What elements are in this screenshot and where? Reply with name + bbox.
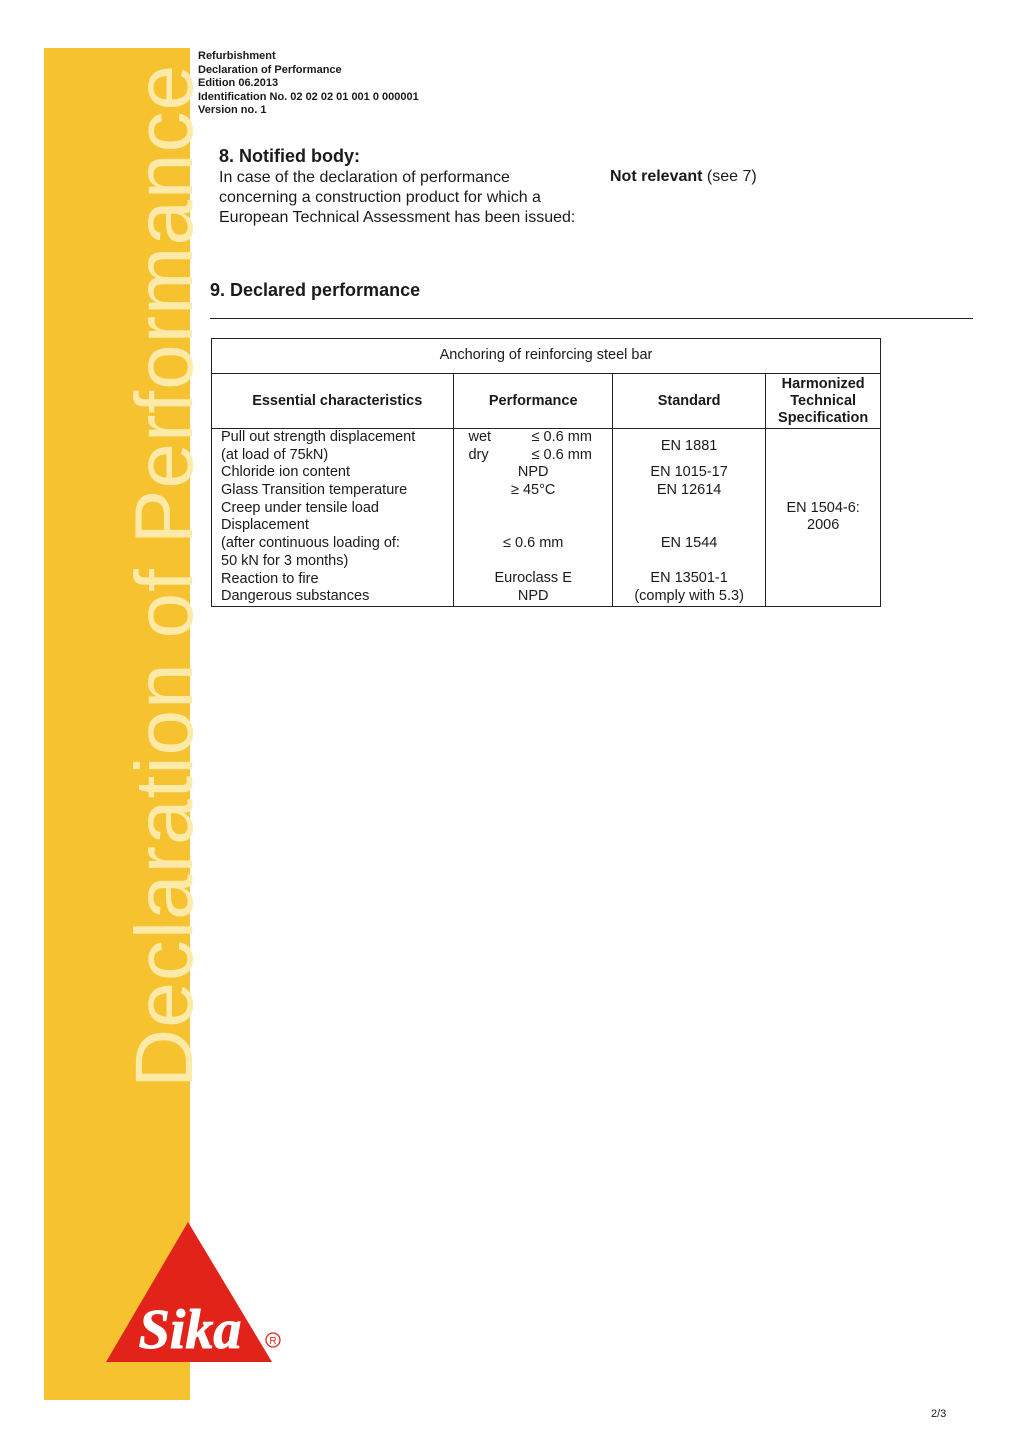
header-line: Identification No. 02 02 02 01 001 0 000001 xyxy=(198,90,419,103)
glass-performance: ≥ 45°C xyxy=(510,482,556,499)
characteristic-item: Dangerous substances xyxy=(221,588,370,605)
table-caption-row xyxy=(212,339,881,374)
pullout-standard: EN 1881 xyxy=(660,438,718,454)
chloride-standard: EN 1015-17 xyxy=(650,464,728,480)
characteristics-cell xyxy=(212,429,454,607)
logo-wordmark: Sika xyxy=(138,1299,242,1361)
section-8-text: In case of the declaration of performance concerning a construction product for which a European Technical Assessment has been issued: xyxy=(219,169,576,226)
spacer xyxy=(454,500,611,518)
dry-label: dry xyxy=(468,446,489,463)
registered-mark-letter: R xyxy=(269,1336,277,1347)
section-divider xyxy=(210,318,973,319)
dangerous-performance: NPD xyxy=(517,588,549,605)
table-caption: Anchoring of reinforcing steel bar xyxy=(212,339,881,374)
header-line: Declaration of Performance xyxy=(198,63,342,76)
characteristic-item: Creep under tensile load xyxy=(221,499,379,516)
hts-cell xyxy=(766,429,881,607)
characteristic-item: Chloride ion content xyxy=(221,464,350,481)
sidebar-vertical-title: Declaration of Performance xyxy=(119,63,210,1088)
performance-table xyxy=(211,338,881,607)
characteristic-item: Displacement xyxy=(221,517,309,534)
creep-standard: EN 1544 xyxy=(660,535,718,552)
dry-performance xyxy=(454,447,611,465)
page-number: 2/3 xyxy=(931,1408,947,1420)
header-standard: Standard xyxy=(612,374,765,429)
characteristic-item: (at load of 75kN) xyxy=(221,446,329,463)
chloride-performance: NPD xyxy=(517,464,549,481)
section-9-title: 9. Declared performance xyxy=(210,280,421,300)
section-8-title: 8. Notified body: xyxy=(219,146,360,166)
spacer xyxy=(613,499,765,517)
table-body-row xyxy=(212,429,881,607)
dangerous-standard: (comply with 5.3) xyxy=(634,587,744,604)
glass-standard: EN 12614 xyxy=(656,481,722,498)
header-essential-characteristics: Essential characteristics xyxy=(212,374,454,429)
wet-label: wet xyxy=(468,429,492,445)
characteristic-item: Pull out strength displacement xyxy=(221,429,416,445)
section-8-value-bold: Not relevant xyxy=(610,168,703,185)
creep-performance: ≤ 0.6 mm xyxy=(503,535,564,552)
characteristic-item: Reaction to fire xyxy=(221,570,319,587)
section-8-value xyxy=(610,168,757,186)
wet-value: ≤ 0.6 mm xyxy=(531,429,592,445)
hts-value: EN 1504-6: 2006 xyxy=(786,499,860,534)
header-harmonized-spec: Harmonized Technical Specification xyxy=(766,374,881,429)
section-8-value-rest: (see 7) xyxy=(702,168,757,185)
header-performance: Performance xyxy=(454,374,612,429)
fire-performance: Euroclass E xyxy=(494,570,572,587)
header-line: Edition 06.2013 xyxy=(198,77,279,90)
wet-performance xyxy=(454,429,611,447)
fire-standard: EN 13501-1 xyxy=(650,570,728,587)
performance-cell xyxy=(454,429,612,607)
characteristic-item: (after continuous loading of: xyxy=(221,535,400,552)
table-header-row xyxy=(212,374,881,429)
sika-logo xyxy=(104,1220,294,1380)
characteristic-item: 50 kN for 3 months) xyxy=(221,552,349,569)
characteristic-item: Glass Transition temperature xyxy=(221,482,408,499)
header-line: Refurbishment xyxy=(198,50,276,62)
header-line: Version no. 1 xyxy=(198,104,267,117)
document-header xyxy=(198,50,419,118)
dry-value: ≤ 0.6 mm xyxy=(531,446,592,463)
standard-cell xyxy=(612,429,765,607)
